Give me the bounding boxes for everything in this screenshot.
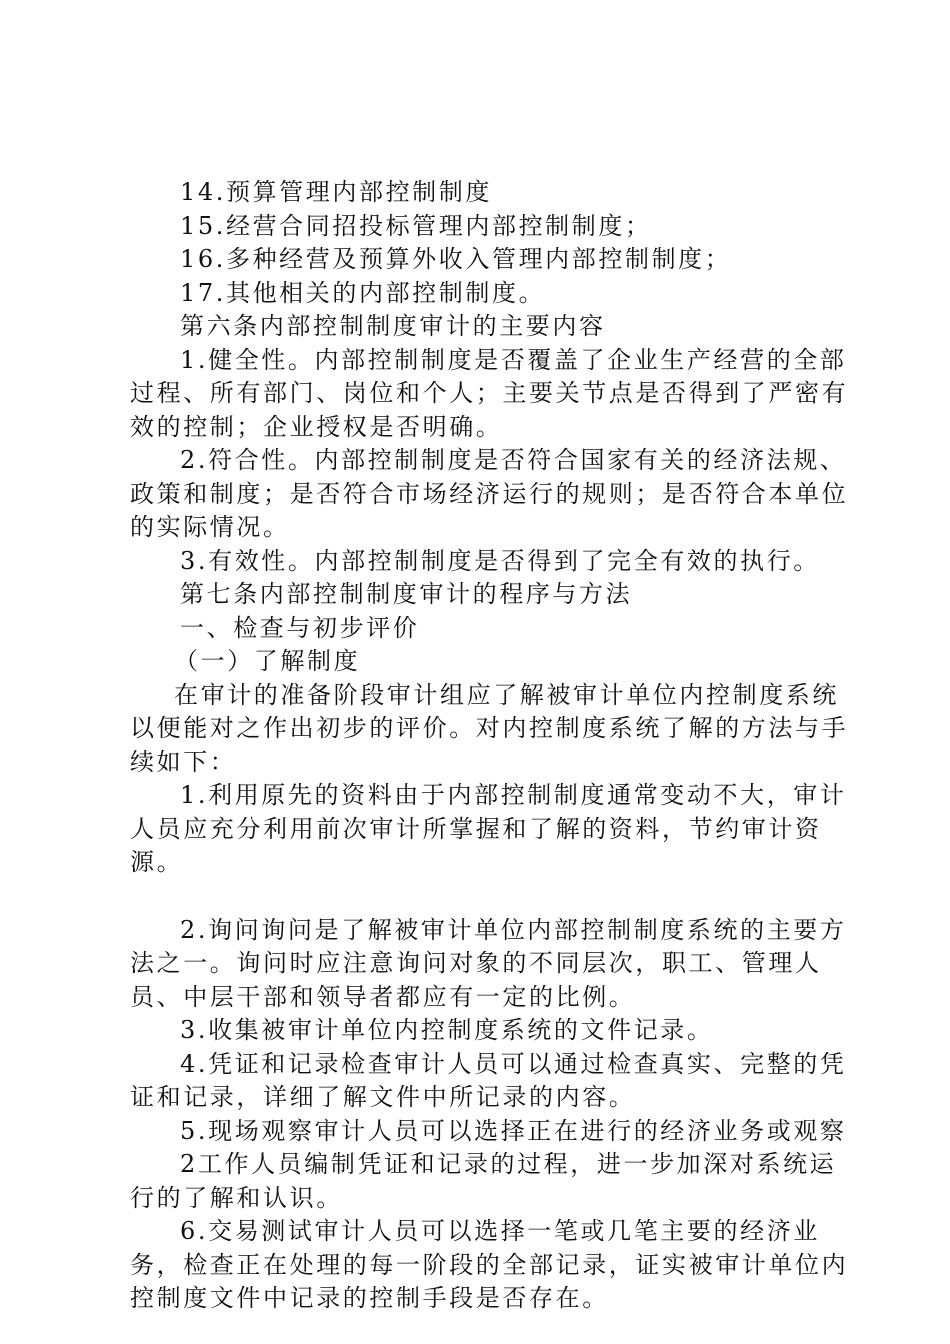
document-body	[130, 176, 850, 1316]
paragraph-use-prior-data: 1.利用原先的资料由于内部控制制度通常变动不大，审计人员应充分利用前次审计所掌握和了解的资料，节约审计资源。	[130, 781, 847, 876]
paragraph-voucher-check: 4.凭证和记录检查审计人员可以通过检查真实、完整的凭证和记录，详细了解文件中所记录的内容。	[130, 1049, 847, 1111]
subsection-1-heading: （一）了解制度	[174, 647, 361, 675]
list-item-15: 15.经营合同招投标管理内部控制制度；	[180, 211, 652, 240]
article-6-heading: 第六条内部控制制度审计的主要内容	[180, 312, 606, 340]
paragraph-transaction-test: 6.交易测试审计人员可以选择一笔或几笔主要的经济业务，检查正在处理的每一阶段的全部记录，证实被审计单位内控制度文件中记录的控制手段是否存在。	[130, 1217, 849, 1312]
blank-line	[130, 880, 850, 914]
article-7-heading: 第七条内部控制制度审计的程序与方法	[180, 580, 633, 608]
paragraph-effectiveness: 3.有效性。内部控制制度是否得到了完全有效的执行。	[180, 546, 820, 575]
section-1-heading: 一、检查与初步评价	[180, 613, 420, 642]
paragraph-site-observation: 5.现场观察审计人员可以选择正在进行的经济业务或观察	[180, 1116, 847, 1145]
list-item-14: 14.预算管理内部控制制度	[180, 178, 492, 206]
paragraph-completeness: 1.健全性。内部控制制度是否覆盖了企业生产经营的全部过程、所有部门、岗位和个人；主要关节点是否得到了严密有效的控制；企业授权是否明确。	[130, 345, 849, 441]
list-item-16: 16.多种经营及预算外收入管理内部控制制度；	[180, 245, 732, 273]
paragraph-compliance: 2.符合性。内部控制制度是否符合国家有关的经济法规、政策和制度；是否符合市场经济运行的规则；是否符合本单位的实际情况。	[130, 446, 849, 541]
paragraph-staff-process: 2工作人员编制凭证和记录的过程，进一步加深对系统运行的了解和认识。	[130, 1150, 837, 1212]
list-item-17: 17.其他相关的内部控制制度。	[180, 278, 546, 307]
paragraph-inquiry: 2.询问询问是了解被审计单位内部控制制度系统的主要方法之一。询问时应注意询问对象的不同层次，职工、管理人员、中层干部和领导者都应有一定的比例。	[130, 915, 847, 1011]
paragraph-collect-records: 3.收集被审计单位内控制度系统的文件记录。	[180, 1016, 714, 1044]
paragraph-understand-system: 在审计的准备阶段审计组应了解被审计单位内控制度系统以便能对之作出初步的评价。对内控制度系统了解的方法与手续如下：	[130, 680, 849, 776]
